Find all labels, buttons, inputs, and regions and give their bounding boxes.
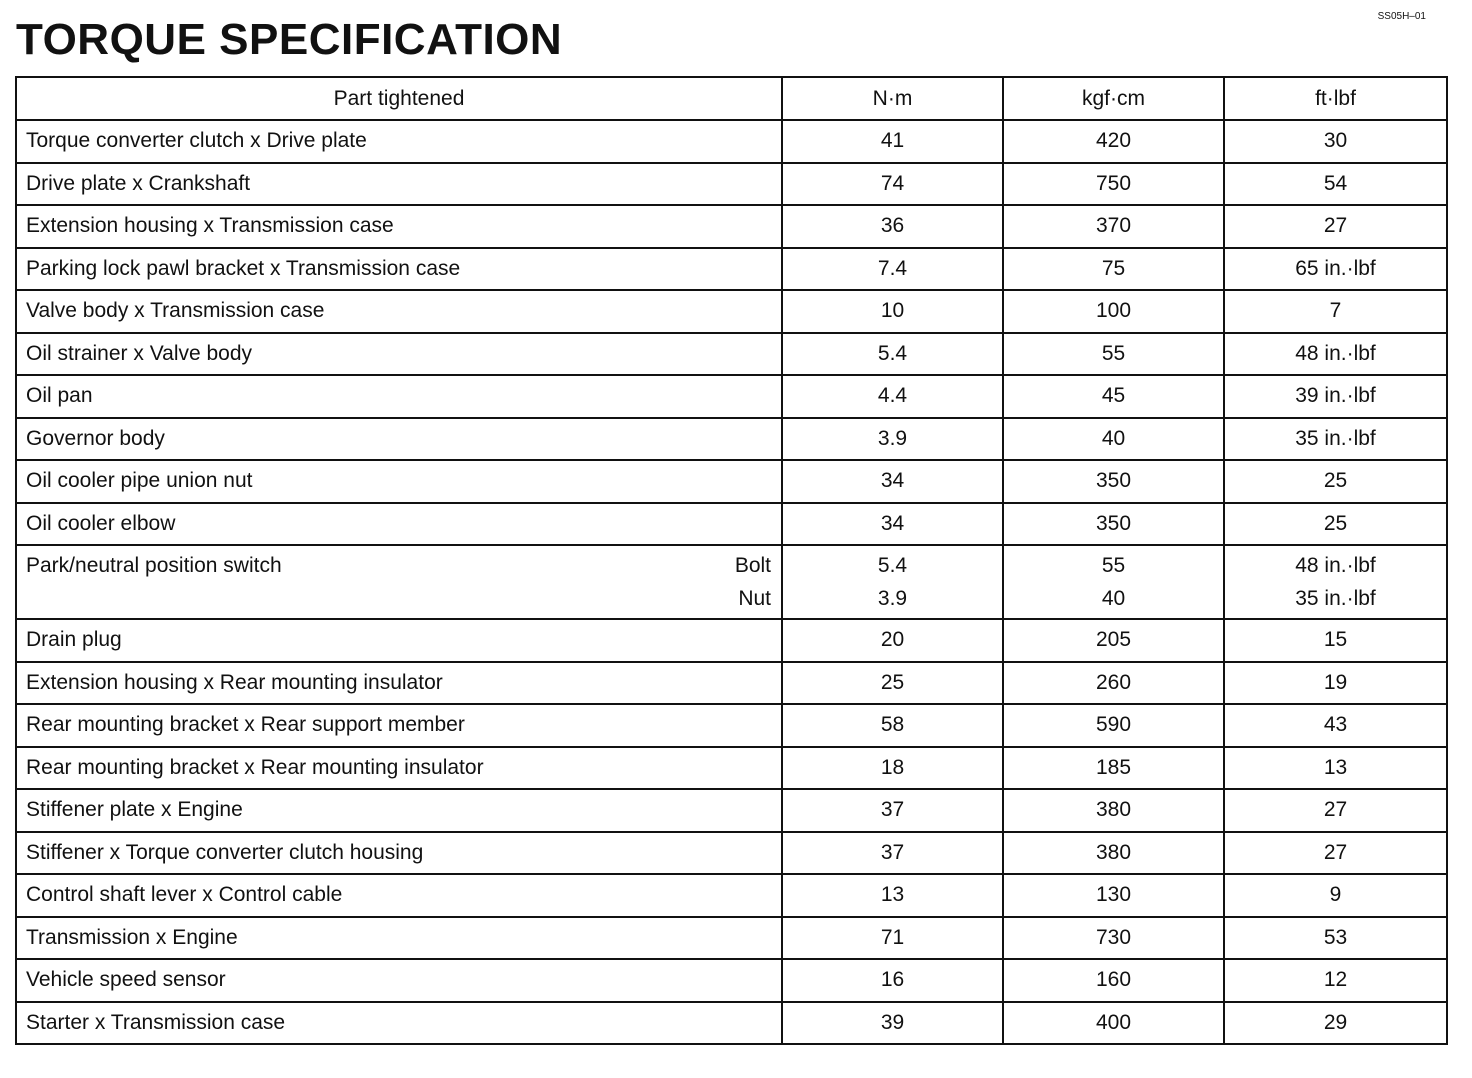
kgfcm-cell: 75	[1003, 248, 1224, 291]
ftlbf-cell: 53	[1224, 917, 1447, 960]
kgfcm-cell: 400	[1003, 1002, 1224, 1045]
part-label: Park/neutral position switch	[26, 553, 282, 577]
part-cell: Starter x Transmission case	[16, 1002, 782, 1045]
reference-code: SS05H–01	[1377, 11, 1426, 22]
ftlbf-nut-value: 35 in.·lbf	[1295, 586, 1376, 610]
sub-label-nut: Nut	[738, 586, 771, 610]
part-cell: Extension housing x Rear mounting insulator	[16, 662, 782, 705]
ftlbf-cell: 12	[1224, 959, 1447, 1002]
nm-cell: 10	[782, 290, 1003, 333]
ftlbf-cell: 39 in.·lbf	[1224, 375, 1447, 418]
table-row	[16, 248, 1447, 291]
kgfcm-cell: 100	[1003, 290, 1224, 333]
table-row	[16, 503, 1447, 546]
column-header-kgfcm: kgf·cm	[1003, 77, 1224, 120]
nm-cell: 25	[782, 662, 1003, 705]
ftlbf-cell: 25	[1224, 503, 1447, 546]
ftlbf-cell: 65 in.·lbf	[1224, 248, 1447, 291]
ftlbf-cell: 48 in.·lbf	[1224, 333, 1447, 376]
part-cell: Parking lock pawl bracket x Transmission case	[16, 248, 782, 291]
ftlbf-cell: 13	[1224, 747, 1447, 790]
nm-cell	[782, 545, 1003, 619]
ftlbf-cell	[1224, 545, 1447, 619]
kgfcm-cell: 730	[1003, 917, 1224, 960]
part-cell: Oil cooler pipe union nut	[16, 460, 782, 503]
kgfcm-cell: 420	[1003, 120, 1224, 163]
table-row	[16, 917, 1447, 960]
table-row	[16, 418, 1447, 461]
kgfcm-cell: 350	[1003, 460, 1224, 503]
part-cell: Oil pan	[16, 375, 782, 418]
table-row	[16, 333, 1447, 376]
nm-cell: 37	[782, 832, 1003, 875]
kgfcm-bolt-value: 55	[1101, 553, 1126, 577]
kgfcm-cell: 130	[1003, 874, 1224, 917]
part-cell: Drive plate x Crankshaft	[16, 163, 782, 206]
table-row	[16, 832, 1447, 875]
kgfcm-cell	[1003, 545, 1224, 619]
ftlbf-cell: 25	[1224, 460, 1447, 503]
column-header-nm: N·m	[782, 77, 1003, 120]
kgfcm-cell: 45	[1003, 375, 1224, 418]
nm-cell: 18	[782, 747, 1003, 790]
sub-label-bolt: Bolt	[734, 553, 771, 577]
kgfcm-cell: 185	[1003, 747, 1224, 790]
kgfcm-cell: 370	[1003, 205, 1224, 248]
nm-cell: 5.4	[782, 333, 1003, 376]
table-row	[16, 704, 1447, 747]
part-cell: Control shaft lever x Control cable	[16, 874, 782, 917]
table-header-row	[16, 77, 1447, 120]
part-cell: Governor body	[16, 418, 782, 461]
ftlbf-cell: 19	[1224, 662, 1447, 705]
column-header-ftlbf: ft·lbf	[1224, 77, 1447, 120]
part-cell: Valve body x Transmission case	[16, 290, 782, 333]
table-row	[16, 874, 1447, 917]
part-cell: Extension housing x Transmission case	[16, 205, 782, 248]
part-cell: Transmission x Engine	[16, 917, 782, 960]
nm-bolt-value: 5.4	[877, 553, 908, 577]
nm-cell: 34	[782, 503, 1003, 546]
nm-cell: 71	[782, 917, 1003, 960]
ftlbf-cell: 29	[1224, 1002, 1447, 1045]
column-header-part: Part tightened	[16, 77, 782, 120]
nm-cell: 20	[782, 619, 1003, 662]
part-cell	[16, 545, 782, 619]
kgfcm-cell: 590	[1003, 704, 1224, 747]
nm-cell: 37	[782, 789, 1003, 832]
nm-cell: 36	[782, 205, 1003, 248]
kgfcm-nut-value: 40	[1101, 586, 1126, 610]
table-row	[16, 959, 1447, 1002]
nm-cell: 3.9	[782, 418, 1003, 461]
kgfcm-cell: 260	[1003, 662, 1224, 705]
nm-cell: 7.4	[782, 248, 1003, 291]
nm-cell: 16	[782, 959, 1003, 1002]
nm-cell: 74	[782, 163, 1003, 206]
table-row	[16, 205, 1447, 248]
table-row	[16, 290, 1447, 333]
ftlbf-bolt-value: 48 in.·lbf	[1295, 553, 1376, 577]
kgfcm-cell: 380	[1003, 789, 1224, 832]
nm-cell: 41	[782, 120, 1003, 163]
table-row	[16, 747, 1447, 790]
nm-cell: 13	[782, 874, 1003, 917]
kgfcm-cell: 750	[1003, 163, 1224, 206]
table-row-split	[16, 545, 1447, 619]
ftlbf-cell: 30	[1224, 120, 1447, 163]
ftlbf-cell: 9	[1224, 874, 1447, 917]
ftlbf-cell: 27	[1224, 789, 1447, 832]
nm-cell: 58	[782, 704, 1003, 747]
part-cell: Stiffener x Torque converter clutch housing	[16, 832, 782, 875]
ftlbf-cell: 7	[1224, 290, 1447, 333]
table-row	[16, 789, 1447, 832]
table-row	[16, 1002, 1447, 1045]
part-cell: Rear mounting bracket x Rear support member	[16, 704, 782, 747]
table-row	[16, 662, 1447, 705]
ftlbf-cell: 54	[1224, 163, 1447, 206]
part-cell: Drain plug	[16, 619, 782, 662]
table-row	[16, 120, 1447, 163]
kgfcm-cell: 350	[1003, 503, 1224, 546]
kgfcm-cell: 205	[1003, 619, 1224, 662]
kgfcm-cell: 160	[1003, 959, 1224, 1002]
part-cell: Torque converter clutch x Drive plate	[16, 120, 782, 163]
ftlbf-cell: 35 in.·lbf	[1224, 418, 1447, 461]
ftlbf-cell: 27	[1224, 832, 1447, 875]
table-row	[16, 375, 1447, 418]
torque-spec-table	[15, 76, 1448, 1045]
nm-cell: 34	[782, 460, 1003, 503]
part-cell: Vehicle speed sensor	[16, 959, 782, 1002]
nm-cell: 39	[782, 1002, 1003, 1045]
page-title: TORQUE SPECIFICATION	[16, 15, 563, 64]
nm-nut-value: 3.9	[877, 586, 908, 610]
ftlbf-cell: 15	[1224, 619, 1447, 662]
kgfcm-cell: 40	[1003, 418, 1224, 461]
table-row	[16, 460, 1447, 503]
table-row	[16, 619, 1447, 662]
ftlbf-cell: 43	[1224, 704, 1447, 747]
ftlbf-cell: 27	[1224, 205, 1447, 248]
part-cell: Oil strainer x Valve body	[16, 333, 782, 376]
table-row	[16, 163, 1447, 206]
part-cell: Rear mounting bracket x Rear mounting insulator	[16, 747, 782, 790]
part-cell: Oil cooler elbow	[16, 503, 782, 546]
nm-cell: 4.4	[782, 375, 1003, 418]
kgfcm-cell: 55	[1003, 333, 1224, 376]
kgfcm-cell: 380	[1003, 832, 1224, 875]
part-cell: Stiffener plate x Engine	[16, 789, 782, 832]
